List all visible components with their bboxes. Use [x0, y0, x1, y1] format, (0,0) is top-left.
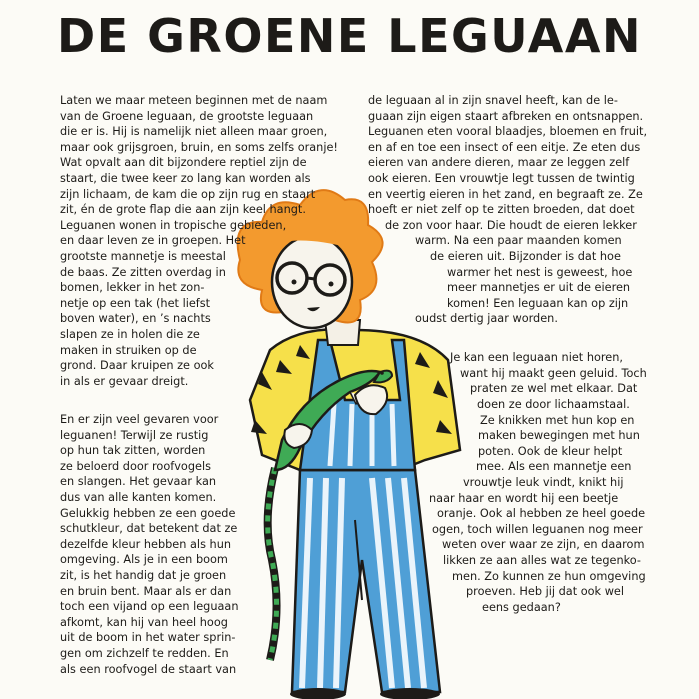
- text-line: want hij maakt geen geluid. Toch: [460, 367, 647, 380]
- text-line: maken bewegingen met hun: [478, 429, 640, 442]
- text-line: en veertig eieren in het zand, en begraaft ze. Ze: [368, 188, 643, 201]
- text-line: schutkleur, dat betekent dat ze: [60, 522, 238, 535]
- text-line: Gelukkig hebben ze een goede: [60, 507, 236, 520]
- text-line: en daar leven ze in groepen. Het: [60, 234, 246, 247]
- text-line: de leguaan al in zijn snavel heeft, kan de le-: [368, 94, 618, 107]
- text-line: de zon voor haar. Die houdt de eieren lekker: [385, 219, 637, 232]
- text-line: Laten we maar meteen beginnen met de naam: [60, 94, 328, 107]
- text-line: in als er gevaar dreigt.: [60, 375, 189, 388]
- text-line: netje op een tak (het liefst: [60, 297, 211, 310]
- text-line: warmer het nest is geweest, hoe: [447, 266, 633, 279]
- text-line: die er is. Hij is namelijk niet alleen maar groen,: [60, 125, 328, 138]
- text-line: de eieren uit. Bijzonder is dat hoe: [430, 250, 621, 263]
- text-line: warm. Na een paar maanden komen: [415, 234, 622, 247]
- text-line: grond. Daar kruipen ze ook: [60, 359, 214, 372]
- text-line: likken ze aan alles wat ze tegenko-: [443, 554, 642, 567]
- text-line: en slangen. Het gevaar kan: [60, 475, 217, 488]
- text-line: staart, die twee keer zo lang kan worden als: [60, 172, 311, 185]
- text-line: en af en toe een insect of een eitje. Ze eten dus: [368, 141, 641, 154]
- text-line: van de Groene leguaan, de grootste leguaan: [60, 110, 314, 123]
- text-line: boven water), en ’s nachts: [60, 312, 211, 325]
- text-line: eieren van andere dieren, maar ze leggen zelf: [368, 156, 630, 169]
- text-line: En er zijn veel gevaren voor: [60, 413, 219, 426]
- text-line: Leguanen wonen in tropische gebieden,: [60, 219, 287, 232]
- text-line: zit, én de grote flap die aan zijn keel hangt.: [60, 203, 306, 216]
- text-line: ze beloerd door roofvogels: [60, 460, 211, 473]
- text-line: omgeving. Als je in een boom: [60, 553, 228, 566]
- text-line: dezelfde kleur hebben als hun: [60, 538, 232, 551]
- text-line: gen om zichzelf te redden. En: [60, 647, 229, 660]
- text-line: ook eieren. Een vrouwtje legt tussen de twintig: [368, 172, 635, 185]
- text-line: naar haar en wordt hij een beetje: [429, 492, 619, 505]
- text-line: maken in struiken op de: [60, 344, 197, 357]
- text-line: praten ze wel met elkaar. Dat: [470, 382, 638, 395]
- text-line: slapen ze in holen die ze: [60, 328, 200, 341]
- text-line: Wat opvalt aan dit bijzondere reptiel zijn de: [60, 156, 307, 169]
- text-line: doen ze door lichaamstaal.: [477, 398, 630, 411]
- text-line: oudst dertig jaar worden.: [415, 312, 558, 325]
- text-line: leguanen! Terwijl ze rustig: [60, 429, 209, 442]
- text-line: meer mannetjes er uit de eieren: [447, 281, 631, 294]
- text-line: zijn lichaam, de kam die op zijn rug en staart: [60, 188, 316, 201]
- text-line: eens gedaan?: [482, 601, 561, 614]
- text-line: maar ook grijsgroen, bruin, en soms zelfs oranje!: [60, 141, 338, 154]
- text-line: en bruin bent. Maar als er dan: [60, 585, 232, 598]
- text-line: toch een vijand op een leguaan: [60, 600, 239, 613]
- text-line: Leguanen eten vooral blaadjes, bloemen en fruit,: [368, 125, 648, 138]
- text-line: oranje. Ook al hebben ze heel goede: [437, 507, 646, 520]
- text-line: als een roofvogel de staart van: [60, 663, 237, 676]
- text-line: afkomt, kan hij van heel hoog: [60, 616, 228, 629]
- text-line: de baas. Ze zitten overdag in: [60, 266, 226, 279]
- text-line: dus van alle kanten komen.: [60, 491, 217, 504]
- overalls-trousers: [292, 470, 440, 692]
- text-line: proeven. Heb jij dat ook wel: [466, 585, 625, 598]
- text-line: weten over waar ze zijn, en daarom: [442, 538, 645, 551]
- text-line: poten. Ook de kleur helpt: [478, 445, 623, 458]
- text-line: ogen, toch willen leguanen nog meer: [432, 523, 643, 536]
- text-line: grootste mannetje is meestal: [60, 250, 226, 263]
- text-line: Je kan een leguaan niet horen,: [450, 351, 623, 364]
- page-title: DE GROENE LEGUAAN: [57, 9, 642, 63]
- text-line: guaan zijn eigen staart afbreken en ontsnappen.: [368, 110, 644, 123]
- text-line: mee. Als een mannetje een: [476, 460, 632, 473]
- text-line: zit, is het handig dat je groen: [60, 569, 227, 582]
- text-line: uit de boom in het water sprin-: [60, 631, 236, 644]
- text-line: hoeft er niet zelf op te zitten broeden, dat doet: [368, 203, 635, 216]
- text-line: Ze knikken met hun kop en: [480, 414, 635, 427]
- text-line: op hun tak zitten, worden: [60, 444, 206, 457]
- text-line: komen! Een leguaan kan op zijn: [447, 297, 629, 310]
- text-line: men. Zo kunnen ze hun omgeving: [452, 570, 646, 583]
- text-line: vrouwtje leuk vindt, knikt hij: [463, 476, 624, 489]
- text-line: bomen, lekker in het zon-: [60, 281, 205, 294]
- shoes: [290, 688, 440, 699]
